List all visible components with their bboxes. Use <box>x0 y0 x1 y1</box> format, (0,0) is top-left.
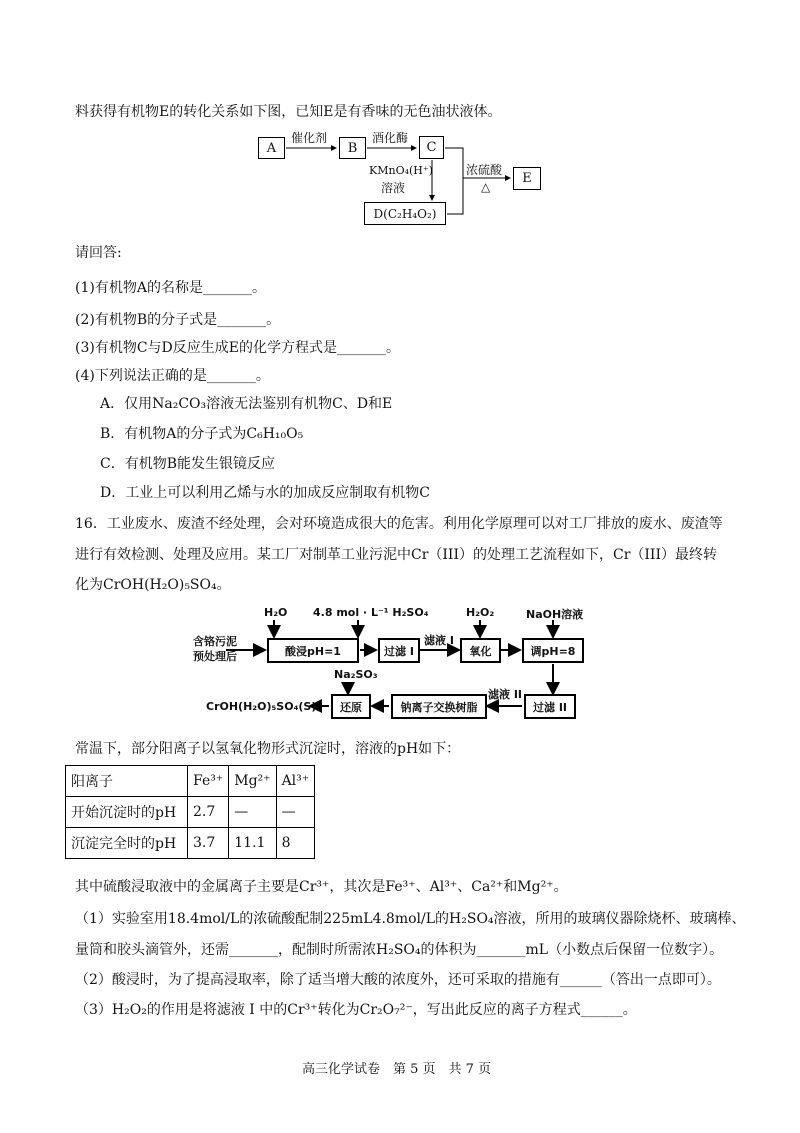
table-cell: — <box>229 797 276 828</box>
catalyst-label: 催化剂 <box>291 131 328 145</box>
oxidant-solution-label: 溶液 <box>381 181 406 195</box>
filtrate2-label: 滤液 II <box>488 688 523 701</box>
na2so3-label: Na₂SO₃ <box>334 668 378 681</box>
table-cell: 沉淀完全时的pH <box>66 828 188 859</box>
compound-a-box: A <box>258 137 285 159</box>
oxidize-box: 氧化 <box>460 638 501 663</box>
table-cell: Fe³⁺ <box>188 766 229 797</box>
compound-d-box: D(C₂H₄O₂) <box>364 202 446 225</box>
reduce-box: 还原 <box>331 694 371 719</box>
compound-c-box: C <box>419 136 444 159</box>
option-c: C．有机物B能发生银镜反应 <box>100 456 275 472</box>
ph-table <box>65 765 315 859</box>
table-cell: 8 <box>276 828 315 859</box>
naoh-label: NaOH溶液 <box>526 608 584 621</box>
oxidant-label: KMnO₄(H⁺) <box>369 164 433 177</box>
table-cell: 开始沉淀时的pH <box>66 797 188 828</box>
intro-text: 料获得有机物E的转化关系如下图，已知E是有香味的无色油状液体。 <box>75 104 502 120</box>
table-cell: Al³⁺ <box>276 766 315 797</box>
ion-exchange-box: 钠离子交换树脂 <box>391 694 487 719</box>
sub1-line1: （1）实验室用18.4mol/L的浓硫酸配制225mL4.8mol/L的H₂SO₄溶液，所用的玻璃仪器除烧杯、玻璃棒、 <box>75 911 746 927</box>
sub2-text: （2）酸浸时，为了提高浸取率，除了适当增大酸的浓度外，还可采取的措施有______（答出一点即可）。 <box>75 972 721 988</box>
table-header-row <box>66 766 315 797</box>
table-row <box>66 797 315 828</box>
table-cell: 阳离子 <box>66 766 188 797</box>
option-d: D．工业上可以利用乙烯与水的加成反应制取有机物C <box>100 485 430 501</box>
q15-part3: (3)有机物C与D反应生成E的化学方程式是_______。 <box>75 340 400 356</box>
enzyme-label: 酒化酶 <box>372 131 409 145</box>
table-cell: — <box>276 797 315 828</box>
table-cell: 2.7 <box>188 797 229 828</box>
page-footer: 高三化学试卷 第 5 页 共 7 页 <box>302 1062 492 1077</box>
acid-label: 4.8 mol · L⁻¹ H₂SO₄ <box>313 606 429 619</box>
table-cell: 11.1 <box>229 828 276 859</box>
q15-part2: (2)有机物B的分子式是_______。 <box>75 312 281 328</box>
q16-line1: 16．工业废水、废渣不经处理，会对环境造成很大的危害。利用化学原理可以对工厂排放的废水、废渣等 <box>75 516 723 532</box>
compound-e-box: E <box>513 167 541 190</box>
filtrate1-label: 滤液 I <box>424 634 454 647</box>
sulfuric-acid-label: 浓硫酸 <box>466 163 503 177</box>
heat-label: △ <box>481 180 491 194</box>
q15-prompt: 请回答: <box>75 245 122 261</box>
table-row <box>66 828 315 859</box>
metal-ions-text: 其中硫酸浸取液中的金属离子主要是Cr³⁺，其次是Fe³⁺、Al³⁺、Ca²⁺和Mg²⁺。 <box>75 879 568 895</box>
option-b: B．有机物A的分子式为C₆H₁₀O₅ <box>100 426 304 442</box>
filter1-box: 过滤 I <box>378 638 420 663</box>
leach-box: 酸浸pH=1 <box>267 638 359 663</box>
q16-line3: 化为CrOH(H₂O)₅SO₄。 <box>75 577 231 593</box>
filter2-box: 过滤 II <box>524 694 576 719</box>
option-a: A．仅用Na₂CO₃溶液无法鉴别有机物C、D和E <box>100 396 393 412</box>
water-label: H₂O <box>264 606 288 619</box>
start-label-1: 含铬污泥 <box>193 635 237 648</box>
start-label-2: 预处理后 <box>193 650 237 663</box>
compound-b-box: B <box>339 137 366 159</box>
h2o2-label: H₂O₂ <box>466 606 495 619</box>
table-cell: Mg²⁺ <box>229 766 276 797</box>
table-intro: 常温下，部分阳离子以氢氧化物形式沉淀时，溶液的pH如下： <box>75 741 461 757</box>
q15-part4: (4)下列说法正确的是_______。 <box>75 368 270 384</box>
table-cell: 3.7 <box>188 828 229 859</box>
sub3-text: （3）H₂O₂的作用是将滤液 I 中的Cr³⁺转化为Cr₂O₇²⁻，写出此反应的离子方程式______。 <box>75 1002 637 1018</box>
sub1-line2: 量筒和胶头滴管外，还需_______，配制时所需浓H₂SO₄的体积为_______mL（小数点后保留一位数字）。 <box>75 942 724 958</box>
adjust-ph-box: 调pH=8 <box>522 638 584 663</box>
q15-part1: (1)有机物A的名称是_______。 <box>75 280 266 296</box>
product-label: CrOH(H₂O)₅SO₄(S) <box>206 700 317 713</box>
q16-line2: 进行有效检测、处理及应用。某工厂对制革工业污泥中Cr（III）的处理工艺流程如下，Cr（III）最终转 <box>75 547 717 563</box>
